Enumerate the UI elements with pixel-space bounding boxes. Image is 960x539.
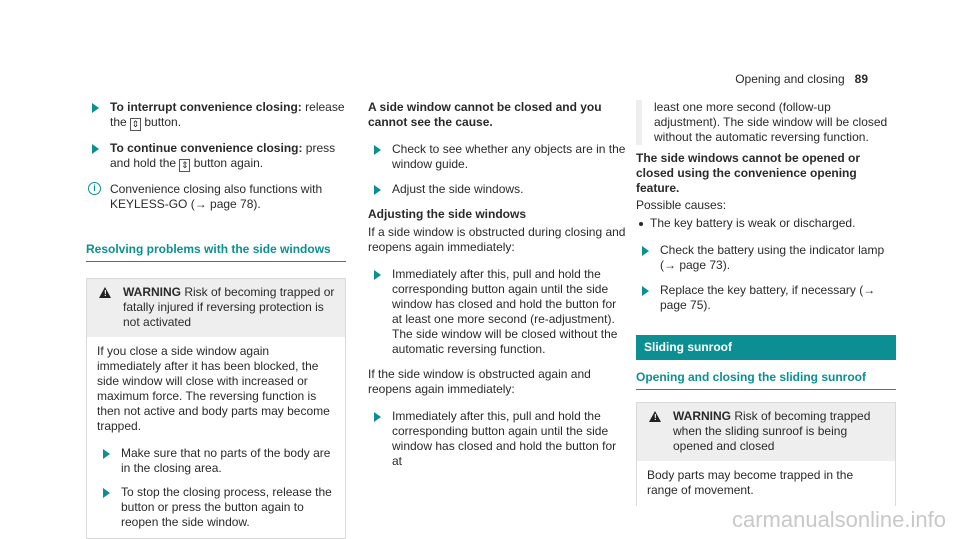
warning-triangle-icon: ! — [99, 287, 111, 298]
info-text: Convenience closing also functions with KEYLESS-GO (→ page 78). — [110, 182, 323, 211]
info-icon: i — [88, 182, 101, 195]
triangle-right-icon — [92, 144, 99, 154]
step-text: Make sure that no parts of the body are in the closing area. — [121, 446, 331, 475]
step-text: Immediately after this, pull and hold the corresponding button again until the side window has closed and hold the button for at least one more second (re-adjustment). The side window will be closed without the automatic reversing function. — [392, 267, 618, 356]
warning-paragraph: If you close a side window again immediately after it has been blocked, the side window will close with increased or maximum force. The reversing function is then not active and body parts may become trapped. — [97, 344, 330, 433]
warning-label: WARNING — [673, 409, 731, 423]
list-item: The key battery is weak or discharged. — [636, 216, 896, 231]
instruction-step — [86, 141, 346, 172]
causes-label: Possible causes: — [636, 198, 727, 212]
warning-body — [637, 461, 895, 506]
column-3 — [636, 100, 896, 506]
triangle-right-icon — [103, 449, 110, 459]
step-text: Replace the key battery, if necessary (→ page 75). — [660, 283, 876, 312]
step-label: To continue convenience closing: — [110, 141, 303, 155]
info-note — [86, 182, 346, 212]
triangle-right-icon — [374, 270, 381, 280]
window-switch-icon: ⇕ — [131, 119, 140, 129]
instruction-step — [368, 267, 628, 357]
triangle-right-icon — [374, 185, 381, 195]
step-text: Check to see whether any objects are in the window guide. — [392, 142, 626, 171]
instruction-step — [368, 409, 628, 469]
problem-heading: The side windows cannot be opened or closed using the convenience opening feature. — [636, 151, 861, 195]
page-number: 89 — [854, 72, 868, 86]
warning-box — [636, 402, 896, 506]
section-title: Resolving problems with the side windows — [86, 242, 346, 262]
triangle-right-icon — [374, 412, 381, 422]
page-header — [735, 72, 868, 87]
step-text: To stop the closing process, release the button or press the button again to reopen the side window. — [121, 485, 332, 529]
step-label: To interrupt convenience closing: — [110, 100, 302, 114]
watermark: carmanualsonline.info — [731, 507, 946, 532]
problem-heading: A side window cannot be closed and you cannot see the cause. — [368, 100, 602, 129]
step-text: Check the battery using the indicator lamp (→ page 73). — [660, 243, 885, 272]
triangle-right-icon — [374, 145, 381, 155]
step-text: Immediately after this, pull and hold the corresponding button again until the side window has closed and hold the button for at — [392, 409, 617, 468]
subheading: Adjusting the side windows — [368, 207, 527, 221]
step-text: button. — [141, 115, 182, 129]
warning-box — [86, 278, 346, 539]
column-1 — [86, 100, 346, 539]
instruction-step — [86, 100, 346, 131]
column-2 — [368, 100, 628, 479]
paragraph: If a side window is obstructed during closing and reopens again immediately: — [368, 225, 626, 254]
step-text: release — [301, 100, 345, 114]
warning-body — [87, 337, 345, 538]
triangle-right-icon — [642, 246, 649, 256]
warning-label: WARNING — [123, 285, 181, 299]
instruction-step — [636, 283, 896, 313]
triangle-right-icon — [642, 286, 649, 296]
step-text: press — [302, 141, 336, 155]
step-text: Adjust the side windows. — [392, 182, 524, 196]
page-header-title: Opening and closing — [735, 72, 845, 86]
step-text: the — [110, 115, 131, 129]
instruction-step — [636, 243, 896, 273]
instruction-step — [368, 142, 628, 172]
instruction-step — [368, 182, 628, 197]
continued-step: least one more second (follow-up adjustment). The side window will be closed without the automatic reversing function. — [636, 100, 896, 145]
section-title: Opening and closing the sliding sunroof — [636, 370, 896, 390]
warning-text: Risk of becoming trapped when the sliding sunroof is being opened and closed — [673, 409, 871, 453]
warning-paragraph: Body parts may become trapped in the range of movement. — [647, 468, 854, 497]
section-banner: Sliding sunroof — [636, 335, 896, 360]
window-switch-icon: ⇕ — [181, 160, 189, 170]
triangle-right-icon — [92, 103, 99, 113]
step-text: button again. — [190, 156, 264, 170]
warning-text: Risk of becoming trapped or fatally injured if reversing protection is not activated — [123, 285, 335, 329]
warning-header — [87, 279, 345, 337]
instruction-step — [97, 485, 335, 530]
warning-header — [637, 403, 895, 461]
warning-triangle-icon: ! — [649, 411, 661, 422]
step-text: and hold the — [110, 156, 180, 170]
instruction-step — [97, 446, 335, 476]
triangle-right-icon — [103, 488, 110, 498]
paragraph: If the side window is obstructed again and reopens again immediately: — [368, 367, 591, 396]
